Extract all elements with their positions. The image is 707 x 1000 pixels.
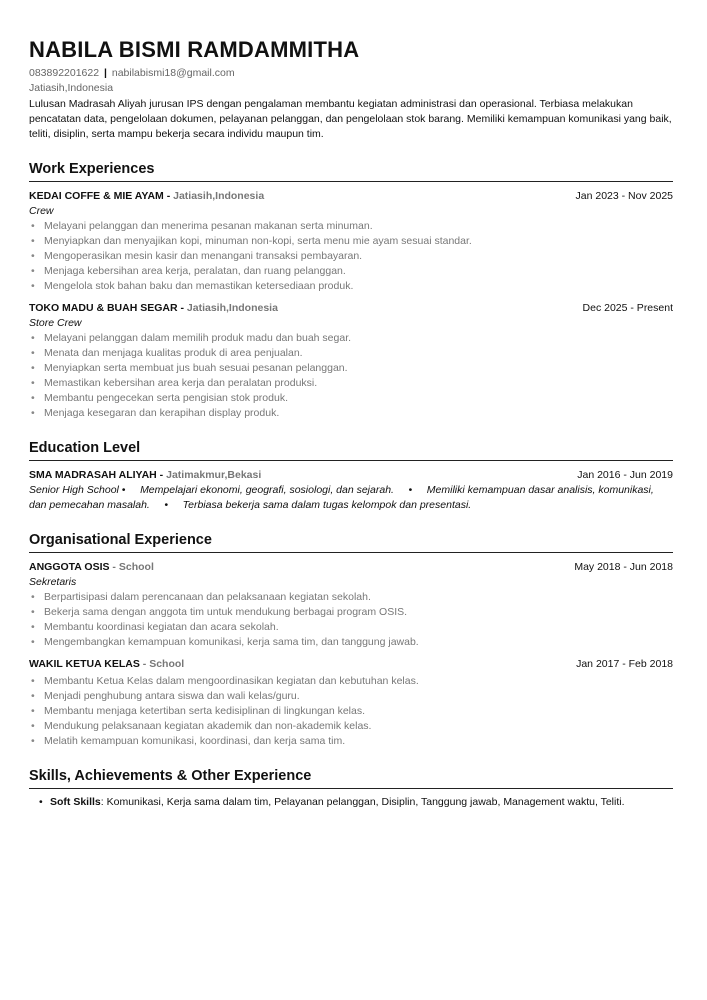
section-title-skills: Skills, Achievements & Other Experience xyxy=(29,767,673,789)
entry-header xyxy=(29,560,673,575)
profile-summary: Lulusan Madrasah Aliyah jurusan IPS dengan pengalaman membantu kegiatan administrasi dan operasional. Terbiasa melakukan pencatatan data, pengelolaan dokumen, pelayanan pelanggan, dan pengelolaan stok barang. Memiliki kemampuan komunikasi yang baik, teliti, disiplin, serta mampu bekerja secara individu maupun tim. xyxy=(29,98,672,140)
work-entry xyxy=(29,189,673,294)
bullet-icon: • xyxy=(31,621,35,633)
bullet-icon: • xyxy=(31,636,35,648)
list-item-text: Membantu Ketua Kelas dalam mengoordinasikan kegiatan dan kebutuhan kelas. xyxy=(44,675,419,687)
list-item-text: Mengembangkan kemampuan komunikasi, kerja sama tim, dan tanggung jawab. xyxy=(44,636,419,648)
entry-date: May 2018 - Jun 2018 xyxy=(574,561,673,573)
bullet-icon: • xyxy=(31,347,35,359)
heading-dash: - xyxy=(109,561,119,573)
heading-dash: - xyxy=(156,469,167,481)
section-title-organisation: Organisational Experience xyxy=(29,531,673,553)
list-item-text: Mengelola stok bahan baku dan memastikan ketersediaan produk. xyxy=(44,280,354,292)
list-item xyxy=(29,234,673,249)
employer-name: KEDAI COFFE & MIE AYAM xyxy=(29,190,164,202)
bullet-icon: • xyxy=(31,690,35,702)
list-item-text: Menjadi penghubung antara siswa dan wali kelas/guru. xyxy=(44,690,300,702)
list-item xyxy=(29,249,673,264)
organisation-role: Sekretaris xyxy=(29,576,77,588)
job-role: Store Crew xyxy=(29,317,82,329)
bullet-icon: • xyxy=(31,606,35,618)
list-item xyxy=(29,361,673,376)
organisation-location: School xyxy=(118,561,154,573)
skills-item xyxy=(29,795,673,810)
education-description: Senior High School • Mempelajari ekonomi, geografi, sosiologi, dan sejarah. • Memiliki kemampuan dasar analisis, komunikasi, dan pemecahan masalah. • Terbiasa bekerja sama dalam tugas kelompok dan presentasi. xyxy=(29,484,657,511)
bullet-icon: • xyxy=(39,796,43,808)
entry-heading xyxy=(29,468,261,483)
list-item xyxy=(29,734,673,749)
list-item-text: Membantu pengecekan serta pengisian stok produk. xyxy=(44,392,288,404)
employer-name: TOKO MADU & BUAH SEGAR xyxy=(29,302,178,314)
list-item xyxy=(29,704,673,719)
school-location: Jatimakmur,Bekasi xyxy=(166,469,262,481)
organisation-entry xyxy=(29,657,673,749)
duty-list xyxy=(29,331,673,421)
entry-heading xyxy=(29,189,264,204)
list-item xyxy=(29,264,673,279)
list-item xyxy=(29,674,673,689)
list-item-text: Menjaga kebersihan area kerja, peralatan, dan ruang pelanggan. xyxy=(44,265,346,277)
skills-content xyxy=(39,795,673,810)
list-item xyxy=(29,391,673,406)
phone-number: 083892201622 xyxy=(29,67,100,79)
organisation-location: School xyxy=(149,658,185,670)
entry-header xyxy=(29,657,673,672)
email-address: nabilabismi18@gmail.com xyxy=(111,67,235,79)
duty-list xyxy=(29,219,673,294)
entry-heading xyxy=(29,657,184,672)
list-item-text: Membantu menjaga ketertiban serta kedisiplinan di lingkungan kelas. xyxy=(44,705,366,717)
bullet-icon: • xyxy=(31,250,35,262)
candidate-location: Jatiasih,Indonesia xyxy=(29,82,114,94)
list-item-text: Melayani pelanggan dan menerima pesanan makanan serta minuman. xyxy=(44,220,373,232)
list-item-text: Melayani pelanggan dalam memilih produk madu dan buah segar. xyxy=(44,332,352,344)
bullet-icon: • xyxy=(31,735,35,747)
bullet-icon: • xyxy=(31,332,35,344)
entry-date: Dec 2025 - Present xyxy=(582,302,673,314)
section-title-education: Education Level xyxy=(29,439,673,461)
list-item-text: Menjaga kesegaran dan kerapihan display produk. xyxy=(44,407,280,419)
bullet-icon: • xyxy=(31,392,35,404)
list-item xyxy=(29,376,673,391)
list-item-text: Membantu koordinasi kegiatan dan acara sekolah. xyxy=(44,621,279,633)
list-item xyxy=(29,605,673,620)
list-item xyxy=(29,406,673,421)
bullet-icon: • xyxy=(31,235,35,247)
education-entry xyxy=(29,468,673,513)
list-item xyxy=(29,620,673,635)
bullet-icon: • xyxy=(31,720,35,732)
organisation-name: ANGGOTA OSIS xyxy=(29,561,110,573)
list-item xyxy=(29,719,673,734)
entry-header xyxy=(29,189,673,204)
heading-dash: - xyxy=(177,302,187,314)
list-item-text: Menyiapkan dan menyajikan kopi, minuman non-kopi, serta menu mie ayam sesuai standar. xyxy=(44,235,472,247)
bullet-icon: • xyxy=(31,377,35,389)
list-item-text: Memastikan kebersihan area kerja dan peralatan produksi. xyxy=(44,377,318,389)
duty-list xyxy=(29,674,673,749)
list-item xyxy=(29,635,673,650)
list-item xyxy=(29,590,673,605)
bullet-icon: • xyxy=(31,591,35,603)
duty-list xyxy=(29,590,673,650)
bullet-icon: • xyxy=(31,705,35,717)
contact-separator: | xyxy=(104,67,107,79)
school-name: SMA MADRASAH ALIYAH xyxy=(29,469,157,481)
skills-label: Soft Skills xyxy=(50,796,101,808)
list-item-text: Mendukung pelaksanaan kegiatan akademik dan non-akademik kelas. xyxy=(44,720,372,732)
list-item xyxy=(29,346,673,361)
bullet-icon: • xyxy=(31,675,35,687)
entry-header xyxy=(29,301,673,316)
list-item xyxy=(29,689,673,704)
heading-dash: - xyxy=(139,658,150,670)
entry-heading xyxy=(29,560,154,575)
entry-date: Jan 2016 - Jun 2019 xyxy=(577,469,673,481)
contact-line xyxy=(29,66,673,80)
list-item-text: Menyiapkan serta membuat jus buah sesuai pesanan pelanggan. xyxy=(44,362,348,374)
skills-text: Komunikasi, Kerja sama dalam tim, Pelayanan pelanggan, Disiplin, Tanggung jawab, Management waktu, Teliti. xyxy=(106,796,625,808)
bullet-icon: • xyxy=(31,280,35,292)
section-title-work: Work Experiences xyxy=(29,160,673,182)
bullet-icon: • xyxy=(31,220,35,232)
work-entry xyxy=(29,301,673,421)
bullet-icon: • xyxy=(31,362,35,374)
list-item-text: Menata dan menjaga kualitas produk di area penjualan. xyxy=(44,347,303,359)
list-item xyxy=(29,219,673,234)
list-item-text: Berpartisipasi dalam perencanaan dan pelaksanaan kegiatan sekolah. xyxy=(44,591,371,603)
employer-location: Jatiasih,Indonesia xyxy=(173,190,265,202)
heading-dash: - xyxy=(163,190,174,202)
entry-date: Jan 2017 - Feb 2018 xyxy=(576,658,673,670)
bullet-icon: • xyxy=(31,265,35,277)
organisation-name: WAKIL KETUA KELAS xyxy=(29,658,140,670)
list-item-text: Bekerja sama dengan anggota tim untuk mendukung berbagai program OSIS. xyxy=(44,606,408,618)
bullet-icon: • xyxy=(31,407,35,419)
employer-location: Jatiasih,Indonesia xyxy=(186,302,278,314)
entry-header xyxy=(29,468,673,483)
list-item xyxy=(29,279,673,294)
job-role: Crew xyxy=(29,205,54,217)
candidate-name: NABILA BISMI RAMDAMMITHA xyxy=(29,37,360,62)
organisation-entry xyxy=(29,560,673,650)
skills-colon: : xyxy=(100,796,107,808)
entry-date: Jan 2023 - Nov 2025 xyxy=(575,190,673,202)
entry-heading xyxy=(29,301,278,316)
list-item-text: Mengoperasikan mesin kasir dan menangani transaksi pembayaran. xyxy=(44,250,363,262)
list-item xyxy=(29,331,673,346)
list-item-text: Melatih kemampuan komunikasi, koordinasi, dan kerja sama tim. xyxy=(44,735,346,747)
